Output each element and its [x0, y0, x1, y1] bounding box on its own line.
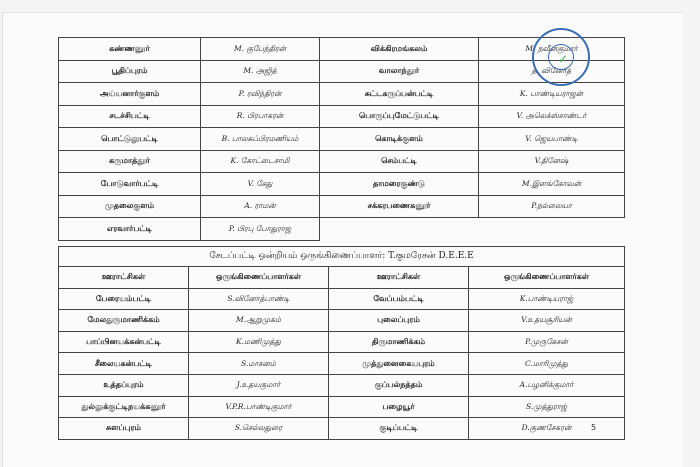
coordinator-cell: M.இளங்கோவன் [479, 173, 625, 196]
table-row [59, 218, 625, 241]
coordinator-cell: V. சேது [201, 173, 320, 196]
coordinator-cell: S.வினோத்பாண்டி [189, 288, 329, 310]
coordinator-cell: M.ஆறுமுகம் [189, 310, 329, 332]
panchayat-cell: மேலதுருமாணிக்கம் [59, 310, 189, 332]
panchayat-cell: புலைப்புரம் [329, 310, 469, 332]
panchayat-cell: கருமாத்தூர் [59, 150, 201, 173]
panchayat-cell [320, 218, 479, 241]
table-row [59, 195, 625, 218]
panchayat-cell: முத்துனைகையபுரம் [329, 353, 469, 375]
coordinator-cell: S.மாசனம் [189, 353, 329, 375]
coordinator-cell: த. வினோத் [479, 60, 625, 83]
coordinator-cell: V.உதயசூரியன் [469, 310, 625, 332]
page-number: 5 [591, 423, 597, 432]
table2-caption: சேடப்பட்டி ஒன்றியம் ஒருங்கிணைப்பாளர்: T.குமரேசன் D.E.E.E [59, 247, 625, 267]
coordinator-cell: D.குணசேகரன் [469, 418, 625, 440]
panchayat-cell: பொட்டுலுபட்டி [59, 128, 201, 151]
coordinator-cell: P.முருகேசன் [469, 331, 625, 353]
coordinator-cell: P. ரவிந்திரன் [201, 83, 320, 106]
panchayat-cell: கொடிக்குளம் [320, 128, 479, 151]
table-row [59, 331, 625, 353]
panchayat-cell: குடிப்பட்டி [329, 418, 469, 440]
panchayat-cell: சக்கரபணைகனூர் [320, 195, 479, 218]
col-header-panchayat: ஊராட்சிகள் [329, 267, 469, 289]
panchayat-cell: பழையூர் [329, 396, 469, 418]
coordinator-cell: S.முத்துராஜ் [469, 396, 625, 418]
coordinator-cell: S.செல்லதுரை [189, 418, 329, 440]
coordinator-cell: V.P.R.பாண்டிகுமார் [189, 396, 329, 418]
panchayat-cell: போடுவார்பட்டி [59, 173, 201, 196]
coordinator-cell: V. ஜெயபாண்டி [479, 128, 625, 151]
panchayat-cell: உத்தப்புரம் [59, 374, 189, 396]
table-row [59, 150, 625, 173]
panchayat-cell: திருமாணிக்கம் [329, 331, 469, 353]
panchayat-cell: சீலையகன்பட்டி [59, 353, 189, 375]
coordinator-cell [479, 218, 625, 241]
coordinator-cell: K. கோட்டைசாமி [201, 150, 320, 173]
col-header-panchayat: ஊராட்சிகள் [59, 267, 189, 289]
panchayat-cell: வாலாந்தூர் [320, 60, 479, 83]
table-row [59, 128, 625, 151]
panchayat-cell: கண்ணனூர் [59, 38, 201, 61]
table-row [59, 396, 625, 418]
table-row [59, 173, 625, 196]
seal-mark-icon: ✓ [558, 52, 569, 66]
panchayat-cell: சடச்சிபட்டி [59, 105, 201, 128]
coordinator-cell: P. பிரபு போதுராஜ [201, 218, 320, 241]
table-row [59, 374, 625, 396]
coordinator-cell: M. நவீன்குமார் [479, 38, 625, 61]
panchayat-cell: தாமரைகுண்டு [320, 173, 479, 196]
col-header-coordinator: ஒருங்கிணைப்பாளர்கள் [189, 267, 329, 289]
coordinator-cell: M. அஜித் [201, 60, 320, 83]
panchayat-cell: பாப்பினயக்கன்பட்டி [59, 331, 189, 353]
coordinators-table-2 [58, 246, 625, 440]
table-row [59, 83, 625, 106]
coordinator-cell: R. பிரபாகரன் [201, 105, 320, 128]
panchayat-cell: சுளப்புரம் [59, 418, 189, 440]
coordinator-cell: J.உதயகுமார் [189, 374, 329, 396]
panchayat-cell: துல்லுக்குட்டிநயக்கனூர் [59, 396, 189, 418]
panchayat-cell: சுட்டகருப்பன்பட்டி [320, 83, 479, 106]
coordinator-cell: V.தினேஷ் [479, 150, 625, 173]
table-row [59, 310, 625, 332]
panchayat-cell: விக்கிரமங்கலம் [320, 38, 479, 61]
coordinator-cell: P.நல்லையா [479, 195, 625, 218]
col-header-coordinator: ஒருங்கிணைப்பாளர்கள் [469, 267, 625, 289]
coordinator-cell: A.பழனிக்குமார் [469, 374, 625, 396]
table-row [59, 105, 625, 128]
coordinator-cell: M. குபேந்திரன் [201, 38, 320, 61]
panchayat-cell: செம்பட்டி [320, 150, 479, 173]
panchayat-cell: குப்பல்நத்தம் [329, 374, 469, 396]
table-row [59, 288, 625, 310]
panchayat-cell: எரவார்பட்டி [59, 218, 201, 241]
panchayat-cell: பேரையம்பட்டி [59, 288, 189, 310]
panchayat-cell: பூதிப்புரம் [59, 60, 201, 83]
coordinator-cell: K.மணிமுத்து [189, 331, 329, 353]
coordinator-cell: K. பாண்டியராஜன் [479, 83, 625, 106]
panchayat-cell: அய்யனார்குளம் [59, 83, 201, 106]
table-row [59, 418, 625, 440]
coordinator-cell: B. பாலசுப்பிரமணியம் [201, 128, 320, 151]
coordinator-cell: V. அலெக்ஸ்சாண்டர் [479, 105, 625, 128]
panchayat-cell: பொருப்புமேட்டுபட்டி [320, 105, 479, 128]
party-seal-icon [532, 28, 590, 86]
coordinator-cell: C.மாரிமுத்து [469, 353, 625, 375]
panchayat-cell: வேப்பம்பட்டி [329, 288, 469, 310]
panchayat-cell: முதலைகுளம் [59, 195, 201, 218]
table-row [59, 353, 625, 375]
coordinator-cell: A. ராமன் [201, 195, 320, 218]
coordinator-cell: K.பாண்டியராஜ் [469, 288, 625, 310]
